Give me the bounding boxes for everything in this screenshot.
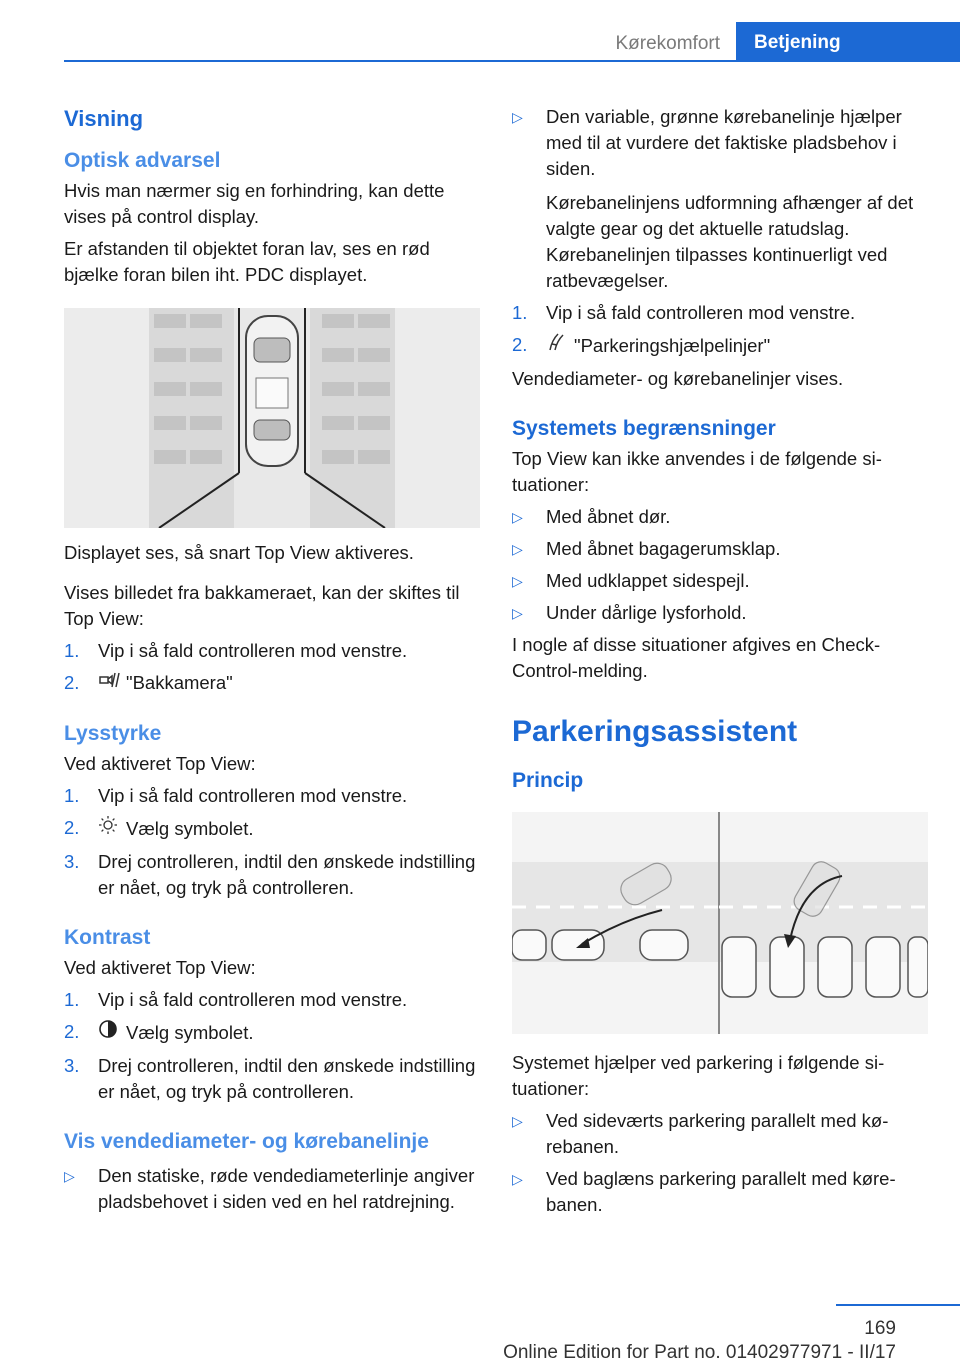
- bullets-princip: [512, 1108, 928, 1218]
- bullet-text: Den statiske, røde vendediameterlinje angiver pladsbehovet i siden ved en hel ratdrejning.: [98, 1165, 475, 1212]
- text-optisk-1: Hvis man nærmer sig en forhindring, kan dette vises på control display.: [64, 180, 445, 227]
- parking-illustration: [512, 812, 928, 1034]
- heading-visning: Visning: [64, 106, 144, 131]
- triangle-bullet-icon: ▷: [512, 1113, 523, 1129]
- triangle-bullet-icon: ▷: [512, 573, 523, 589]
- text-bakkamera: Vises billedet fra bakkameraet, kan der skiftes til Top View:: [64, 582, 460, 629]
- heading-begraensninger: Systemets begrænsninger: [512, 417, 776, 440]
- parking-guidelines-icon: [546, 332, 574, 360]
- step-text: Vælg symbolet.: [126, 818, 254, 839]
- top-view-illustration: [64, 308, 480, 528]
- step-number: 1.: [64, 989, 80, 1010]
- text-check-control: I nogle af disse situationer afgives en Check-Control-melding.: [512, 634, 881, 681]
- step-number: 1.: [64, 640, 80, 661]
- step-number: 3.: [64, 851, 80, 872]
- header-rule: [64, 60, 960, 62]
- footer-rule: [836, 1304, 960, 1306]
- text-princip: Systemet hjælper ved parkering i følgende situationer:: [512, 1052, 885, 1099]
- step-text: "Bakkamera": [126, 672, 233, 693]
- steps-lysstyrke: [64, 783, 480, 901]
- heading-princip: Princip: [512, 769, 584, 792]
- heading-parkeringsassistent: Parkeringsassistent: [512, 715, 798, 748]
- text-display: Displayet ses, så snart Top View aktiveres.: [64, 542, 414, 563]
- list-item: [64, 638, 480, 664]
- heading-lysstyrke: Lysstyrke: [64, 722, 162, 745]
- step-text: Vip i så fald controlleren mod venstre.: [98, 640, 408, 661]
- list-item: [512, 1166, 928, 1218]
- step-text: Vip i så fald controlleren mod venstre.: [98, 785, 408, 806]
- list-item: [64, 670, 480, 697]
- brightness-sun-icon: [98, 815, 126, 843]
- left-column: [64, 100, 480, 1215]
- list-item: [512, 104, 928, 182]
- edition-text: Online Edition for Part no. 01402977971 - II/17: [503, 1342, 896, 1362]
- bullet-text: Med udklappet sidespejl.: [546, 570, 750, 591]
- steps-kontrast: [64, 987, 480, 1105]
- bullets-begraensninger: [512, 504, 928, 626]
- list-item: [512, 332, 928, 360]
- triangle-bullet-icon: ▷: [512, 605, 523, 621]
- text-kontrast: Ved aktiveret Top View:: [64, 957, 256, 978]
- list-item: [64, 1163, 480, 1215]
- list-item: [512, 568, 928, 594]
- heading-vendediameter: Vis vendediameter- og kørebanelinje: [64, 1130, 429, 1153]
- list-item: [64, 987, 480, 1013]
- text-optisk-2: Er afstanden til objektet foran lav, ses en rød bjælke foran bilen iht. PDC displayet.: [64, 238, 430, 285]
- triangle-bullet-icon: ▷: [512, 109, 523, 125]
- step-number: 1.: [512, 302, 528, 323]
- list-item: [512, 1108, 928, 1160]
- bullet-text: Under dårlige lysforhold.: [546, 602, 747, 623]
- header-chapter: Betjening: [736, 22, 960, 62]
- step-text: Vælg symbolet.: [126, 1022, 254, 1043]
- step-text: Vip i så fald controlleren mod venstre.: [546, 302, 856, 323]
- step-number: 2.: [64, 1021, 80, 1042]
- step-number: 1.: [64, 785, 80, 806]
- right-column: [512, 104, 928, 1218]
- text-lysstyrke: Ved aktiveret Top View:: [64, 753, 256, 774]
- text-begraensninger: Top View kan ikke anvendes i de følgende situationer:: [512, 448, 882, 495]
- list-item: [64, 1053, 480, 1105]
- step-text: Drej controlleren, indtil den ønskede indstilling er nået, og tryk på controlleren.: [98, 851, 476, 898]
- step-number: 2.: [64, 672, 80, 693]
- triangle-bullet-icon: ▷: [512, 1171, 523, 1187]
- rear-camera-icon: [98, 671, 126, 697]
- step-number: 3.: [64, 1055, 80, 1076]
- triangle-bullet-icon: ▷: [512, 509, 523, 525]
- bullets-vende-right: [512, 104, 928, 182]
- step-text: Vip i så fald controlleren mod venstre.: [98, 989, 408, 1010]
- header-section: Kørekomfort: [615, 33, 720, 54]
- list-item: [64, 815, 480, 843]
- steps-vende: [512, 300, 928, 360]
- step-number: 2.: [512, 334, 528, 355]
- heading-optisk-advarsel: Optisk advarsel: [64, 149, 221, 172]
- text-vende-result: Vendediameter- og kørebanelinjer vises.: [512, 368, 844, 389]
- contrast-circle-icon: [98, 1019, 126, 1047]
- bullet-text: Ved baglæns parkering parallelt med kørebanen.: [546, 1168, 896, 1215]
- triangle-bullet-icon: ▷: [512, 541, 523, 557]
- bullet-text: Med åbnet bagagerumsklap.: [546, 538, 781, 559]
- heading-kontrast: Kontrast: [64, 926, 151, 949]
- bullet-continuation: Kørebanelinjens udformning afhænger af det valgte gear og det aktuelle ratudslag. Kørebanelinjen tilpasses kontinuerligt ved ratbevægelser.: [546, 192, 914, 291]
- list-item: [512, 504, 928, 530]
- parking-assistant-image: [512, 812, 928, 1034]
- list-item: [512, 600, 928, 626]
- top-view-parking-image: [64, 308, 480, 528]
- bullet-text: Med åbnet dør.: [546, 506, 671, 527]
- bullet-text: Den variable, grønne kørebanelinje hjælper med til at vurdere det faktiske pladsbehov i siden.: [546, 106, 902, 179]
- page-header: [0, 0, 960, 62]
- list-item: [64, 1019, 480, 1047]
- list-item: [512, 536, 928, 562]
- step-number: 2.: [64, 817, 80, 838]
- list-item: [512, 300, 928, 326]
- triangle-bullet-icon: ▷: [64, 1168, 75, 1184]
- list-item: [64, 849, 480, 901]
- page-number: 169: [864, 1318, 896, 1339]
- bullets-vende-left: [64, 1163, 480, 1215]
- step-text: Drej controlleren, indtil den ønskede indstilling er nået, og tryk på controlleren.: [98, 1055, 476, 1102]
- step-text: "Parkeringshjælpelinjer": [574, 335, 771, 356]
- steps-topview: [64, 638, 480, 697]
- list-item: [64, 783, 480, 809]
- bullet-text: Ved sideværts parkering parallelt med kørebanen.: [546, 1110, 889, 1157]
